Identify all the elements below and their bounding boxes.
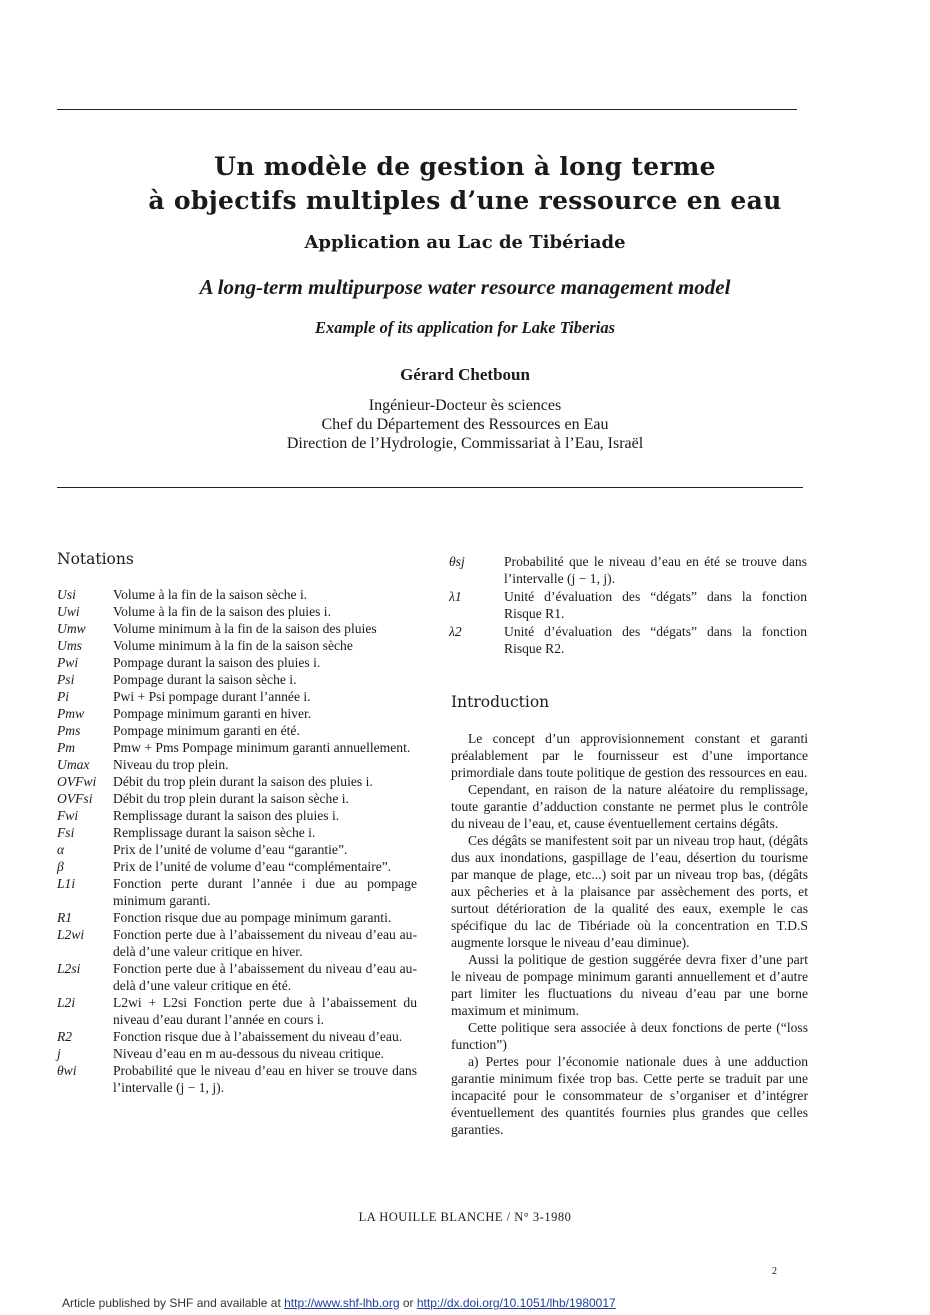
notation-definition: L2wi + L2si Fonction perte due à l’abaissement du niveau d’eau durant l’année en cours i. [113,995,417,1027]
notation-item [57,654,417,671]
paragraph: Cette politique sera associée à deux fonctions de perte (“loss function”) [451,1020,808,1052]
notation-symbol: Psi [57,672,75,687]
notation-item [57,705,417,722]
notation-definition: Pompage durant la saison des pluies i. [113,655,321,670]
notation-item [57,586,417,603]
notation-symbol: L1i [57,876,76,891]
notation-symbol: λ2 [449,624,462,639]
notation-symbol: Ums [57,638,82,653]
notation-definition: Niveau d’eau en m au-dessous du niveau critique. [113,1046,385,1061]
notation-item [57,637,417,654]
affiliation-line: Ingénieur-Docteur ès sciences [368,397,562,414]
notation-definition: Volume à la fin de la saison sèche i. [113,587,308,602]
notation-symbol: L2i [57,995,76,1010]
title-fr-line1: Un modèle de gestion à long terme [214,152,716,181]
notation-symbol: λ1 [449,589,462,604]
notation-item [57,926,417,960]
notation-item [57,790,417,807]
notation-symbol: Pm [57,740,76,755]
notation-definition: Unité d’évaluation des “dégats” dans la fonction Risque R2. [504,624,807,656]
notation-symbol: Umw [57,621,86,636]
notation-item [57,960,417,994]
top-rule [57,109,797,110]
notation-definition: Fonction perte durant l’année i due au pompage minimum garanti. [113,876,417,908]
notation-definition: Prix de l’unité de volume d’eau “garantie”. [113,842,348,857]
subtitle-en: Example of its application for Lake Tiberias [314,318,616,337]
notation-symbol: θwi [57,1063,77,1078]
notation-definition: Débit du trop plein durant la saison des pluies i. [113,774,373,789]
notation-symbol: α [57,842,65,857]
title-fr [0,150,930,218]
author-name: Gérard Chetboun [400,365,530,384]
notation-definition: Fonction risque due à l’abaissement du niveau d’eau. [113,1029,403,1044]
notations-heading: Notations [57,550,134,568]
notation-symbol: θsj [449,554,465,569]
notation-item [57,807,417,824]
paragraph: Aussi la politique de gestion suggérée devra fixer d’une part le niveau de pompage minimum garanti annuellement et d’autre part limiter les fluctuations du niveau d’eau par une borne maximum et minimum. [451,952,808,1018]
notations-list-left [57,586,417,1096]
publication-or: or [399,1296,417,1310]
notation-item [449,588,807,622]
notation-symbol: Fsi [57,825,75,840]
notations-list-right [449,553,807,658]
affiliation [0,396,930,453]
notation-definition: Débit du trop plein durant la saison sèche i. [113,791,349,806]
notation-symbol: L2si [57,961,81,976]
notation-symbol: Usi [57,587,76,602]
notation-definition: Pompage durant la saison sèche i. [113,672,297,687]
notation-item [57,1062,417,1096]
notation-definition: Volume minimum à la fin de la saison sèche [113,638,353,653]
notation-symbol: j [57,1046,61,1061]
notation-item [57,773,417,790]
title-fr-line2: à objectifs multiples d’une ressource en eau [148,186,782,215]
notation-definition: Remplissage durant la saison sèche i. [113,825,316,840]
paragraph: a) Pertes pour l’économie nationale dues à une adduction garantie minimum fixée trop bas. Cette perte se traduit par une incapacité pour le consommateur de s’organiser et d’intégrer éventuellement des quantités fournies plus grandes que celles garanties. [451,1054,808,1137]
notation-symbol: Pmw [57,706,85,721]
notation-symbol: Pms [57,723,81,738]
notation-item [57,620,417,637]
notation-item [57,603,417,620]
notation-item [57,841,417,858]
notation-item [57,671,417,688]
notation-definition: Volume à la fin de la saison des pluies i. [113,604,331,619]
affiliation-line: Chef du Département des Ressources en Eau [321,416,609,433]
notation-definition: Pompage minimum garanti en hiver. [113,706,312,721]
notation-definition: Fonction risque due au pompage minimum garanti. [113,910,392,925]
doi-link[interactable]: http://dx.doi.org/10.1051/lhb/1980017 [416,1296,616,1310]
shf-link[interactable]: http://www.shf-lhb.org [284,1296,400,1310]
notation-item [57,858,417,875]
introduction-heading: Introduction [451,693,550,711]
journal-footer: LA HOUILLE BLANCHE / N° 3-1980 [358,1210,572,1224]
subtitle-fr: Application au Lac de Tibériade [304,232,626,253]
introduction-body [451,730,808,1138]
notation-item [57,875,417,909]
notation-symbol: R2 [57,1029,73,1044]
notation-definition: Pompage minimum garanti en été. [113,723,300,738]
affiliation-line: Direction de l’Hydrologie, Commissariat à l’Eau, Israël [286,435,644,452]
notation-definition: Pwi + Psi pompage durant l’année i. [113,689,311,704]
paragraph: Ces dégâts se manifestent soit par un niveau trop haut, (dégâts dus aux inondations, gaspillage de l’eau, désertion du tourisme par manque de plage, etc...) soit par un niveau trop bas, (dégâts aux pêcheries et à la plaisance par assèchement des ports, et surtout détérioration de la qualité des eaux, exemple le cas spécifique du lac de Tibériade où la concentration en T.D.S augmente lorsque le niveau d’eau diminue). [451,833,808,950]
notation-item [57,1045,417,1062]
notation-item [449,623,807,657]
notation-symbol: Pi [57,689,70,704]
notation-item [57,1028,417,1045]
notation-item [57,722,417,739]
notation-symbol: Fwi [57,808,79,823]
notation-definition: Probabilité que le niveau d’eau en hiver se trouve dans l’intervalle (j − 1, j). [113,1063,417,1095]
notation-item [57,909,417,926]
bottom-rule [57,487,803,488]
notation-item [57,688,417,705]
notation-item [57,739,417,756]
notation-symbol: β [57,859,64,874]
notation-item [449,553,807,587]
publication-notice [62,1296,616,1310]
notation-item [57,756,417,773]
notation-definition: Pmw + Pms Pompage minimum garanti annuellement. [113,740,411,755]
notation-definition: Remplissage durant la saison des pluies i. [113,808,340,823]
notation-symbol: R1 [57,910,73,925]
paragraph: Le concept d’un approvisionnement constant et garanti préalablement par le fournisseur est d’une importance primordiale dans toute politique de gestion des ressources en eau. [451,731,808,780]
notation-symbol: Uwi [57,604,80,619]
notation-symbol: OVFwi [57,774,97,789]
notation-definition: Unité d’évaluation des “dégats” dans la fonction Risque R1. [504,589,807,621]
notation-definition: Fonction perte due à l’abaissement du niveau d’eau au-delà d’une valeur critique en été. [113,961,417,993]
page-number: 2 [772,1266,777,1277]
notation-definition: Volume minimum à la fin de la saison des pluies [113,621,377,636]
notation-symbol: Pwi [57,655,79,670]
notation-item [57,824,417,841]
notation-symbol: OVFsi [57,791,93,806]
notation-symbol: Umax [57,757,90,772]
notation-definition: Probabilité que le niveau d’eau en été se trouve dans l’intervalle (j − 1, j). [504,554,807,586]
notation-definition: Fonction perte due à l’abaissement du niveau d’eau au-delà d’une valeur critique en hiver. [113,927,417,959]
notation-symbol: L2wi [57,927,85,942]
notation-definition: Prix de l’unité de volume d’eau “complémentaire”. [113,859,392,874]
notation-item [57,994,417,1028]
title-en: A long-term multipurpose water resource management model [199,275,731,299]
publication-prefix: Article published by SHF and available at [62,1296,285,1310]
paragraph: Cependant, en raison de la nature aléatoire du remplissage, toute garantie d’adduction constante ne permet plus le contrôle du niveau de l’eau, et, cause éventuellement certains dégâts. [451,782,808,831]
notation-definition: Niveau du trop plein. [113,757,229,772]
